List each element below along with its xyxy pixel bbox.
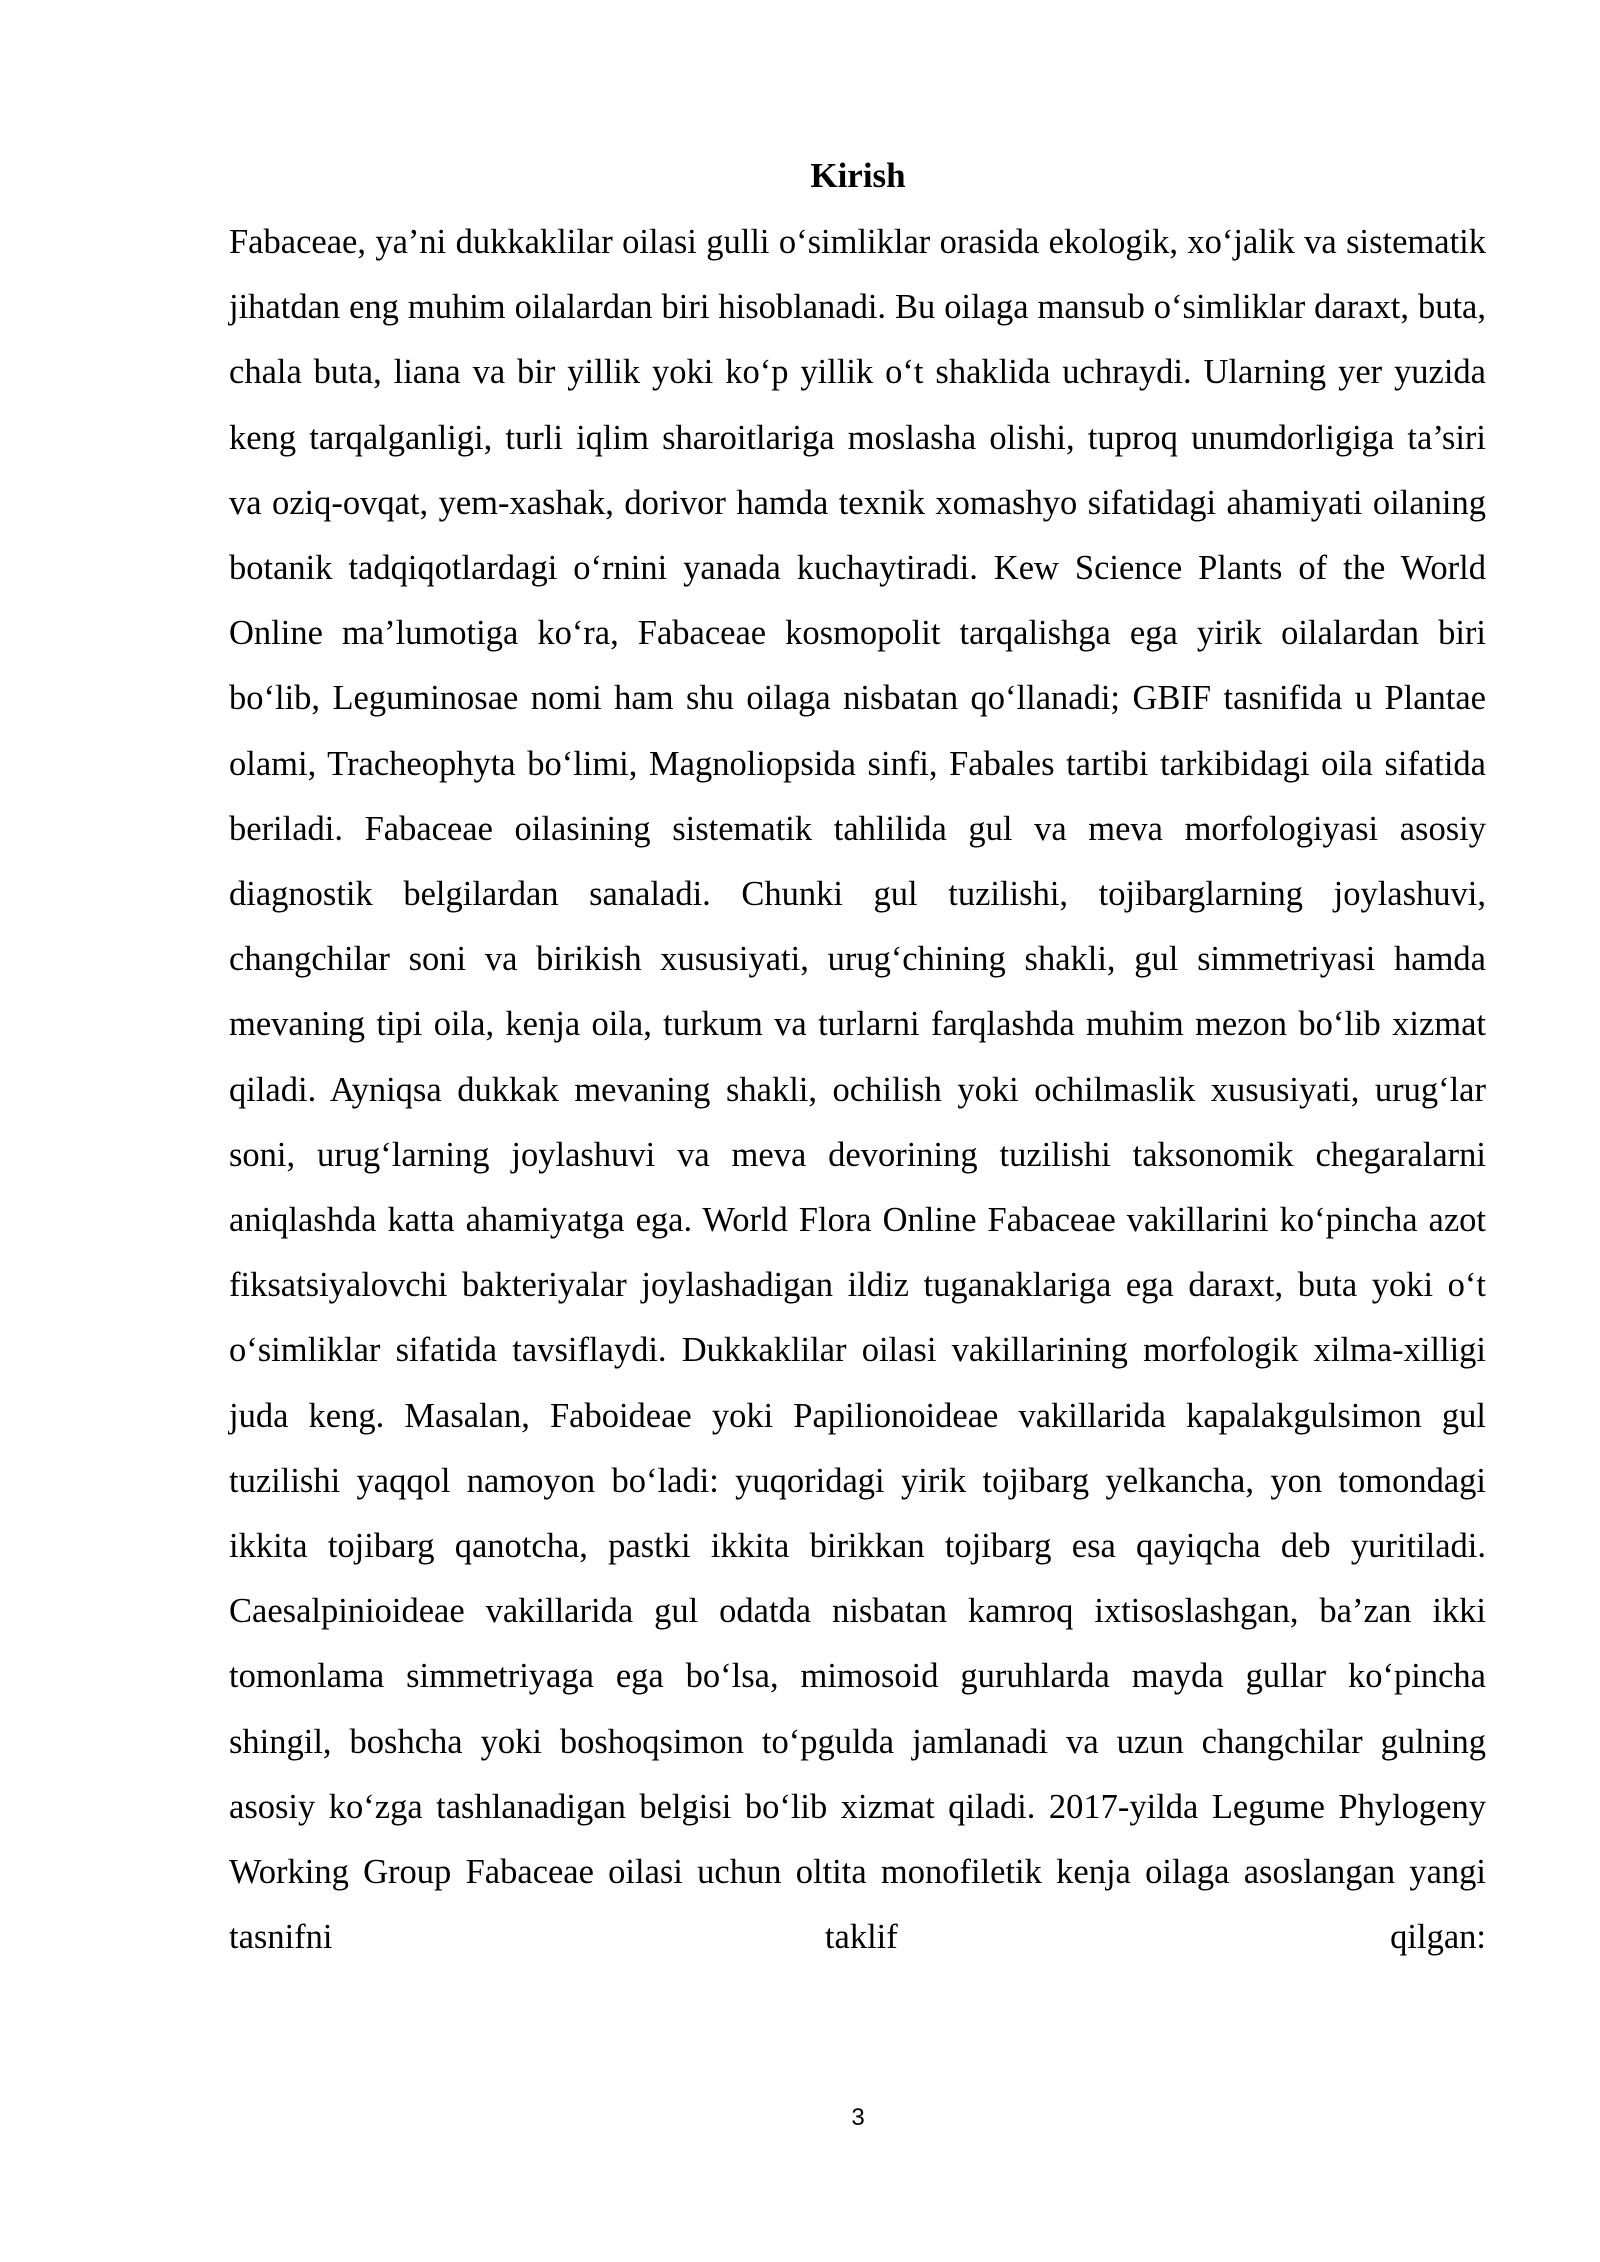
section-heading: Kirish [810,156,906,195]
page-number: 3 [851,2104,865,2131]
body-paragraph: Fabaceae, ya’ni dukkaklilar oilasi gulli o‘simliklar orasida ekologik, xo‘jalik va sistematik jihatdan eng muhim oilalardan biri hisoblanadi. Bu oilaga mansub o‘simliklar daraxt, buta, chala buta, liana va bir yillik yoki ko‘p yillik o‘t shaklida uchraydi. Ularning yer yuzida keng tarqalganligi, turli iqlim sharoitlariga moslasha olishi, tuproq unumdorligiga ta’siri va oziq-ovqat, yem-xashak, dorivor hamda texnik xomashyo sifatidagi ahamiyati oilaning botanik tadqiqotlardagi o‘rnini yanada kuchaytiradi. Kew Science Plants of the World Online ma’lumotiga ko‘ra, Fabaceae kosmopolit tarqalishga ega yirik oilalardan biri bo‘lib, Leguminosae nomi ham shu oilaga nisbatan qo‘llanadi; GBIF tasnifida u Plantae olami, Tracheophyta bo‘limi, Magnoliopsida sinfi, Fabales tartibi tarkibidagi oila sifatida beriladi. Fabaceae oilasining sistematik tahlilida gul va meva morfologiyasi asosiy diagnostik belgilardan sanaladi. Chunki gul tuzilishi, tojibarglarning joylashuvi, changchilar soni va birikish xususiyati, urug‘chining shakli, gul simmetriyasi hamda mevaning tipi oila, kenja oila, turkum va turlarni farqlashda muhim mezon bo‘lib xizmat qiladi. Ayniqsa dukkak mevaning shakli, ochilish yoki ochilmaslik xususiyati, urug‘lar soni, urug‘larning joylashuvi va meva devorining tuzilishi taksonomik chegaralarni aniqlashda katta ahamiyatga ega. World Flora Online Fabaceae vakillarini ko‘pincha azot fiksatsiyalovchi bakteriyalar joylashadigan ildiz tuganaklariga ega daraxt, buta yoki o‘t o‘simliklar sifatida tavsiflaydi. Dukkaklilar oilasi vakillarining morfologik xilma-xilligi juda keng. Masalan, Faboideae yoki Papilionoideae vakillarida kapalakgulsimon gul tuzilishi yaqqol namoyon bo‘ladi: yuqoridagi yirik tojibarg yelkancha, yon tomondagi ikkita tojibarg qanotcha, pastki ikkita birikkan tojibarg esa qayiqcha deb yuritiladi. Caesalpinioideae vakillarida gul odatda nisbatan kamroq ixtisoslashgan, ba’zan ikki tomonlama simmetriyaga ega bo‘lsa, mimosoid guruhlarda mayda gullar ko‘pincha shingil, boshcha yoki boshoqsimon to‘pgulda jamlanadi va uzun changchilar gulning asosiy ko‘zga tashlanadigan belgisi bo‘lib xizmat qiladi. 2017-yilda Legume Phylogeny Working Group Fabaceae oilasi uchun oltita monofiletik kenja oilaga asoslangan yangi tasnifni taklif qilgan: [229,223,1486,1957]
